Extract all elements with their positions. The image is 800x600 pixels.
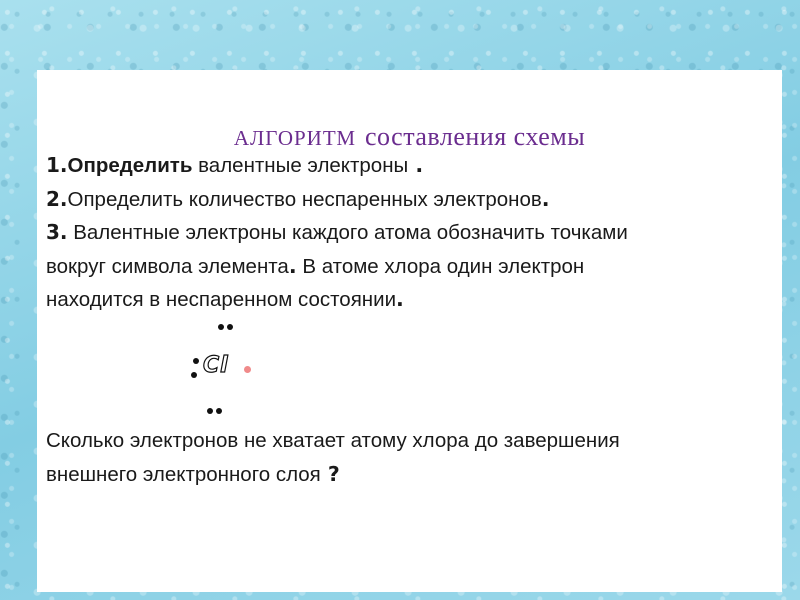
step-3-line-3 bbox=[46, 286, 404, 313]
question-text-2: внешнего электронного слоя bbox=[46, 463, 321, 486]
step-3-number: 3. bbox=[46, 220, 68, 244]
electron-dot bbox=[193, 358, 199, 364]
step-1-number: 1. bbox=[46, 153, 68, 177]
step-3-text-3: находится в неспаренном состоянии bbox=[46, 288, 397, 311]
step-1-text: валентные электроны bbox=[192, 154, 409, 177]
step-3-end-2: . bbox=[288, 254, 297, 278]
chlorine-electron-dot-formula bbox=[177, 320, 257, 420]
question-line-2 bbox=[46, 461, 340, 488]
question-mark: ? bbox=[320, 462, 340, 486]
step-3-text-2a: вокруг символа элемента bbox=[46, 255, 289, 278]
title-part-2: составления схемы bbox=[364, 122, 586, 151]
unpaired-electron-dot bbox=[244, 366, 251, 373]
step-3-line-1 bbox=[46, 219, 628, 246]
electron-dot bbox=[227, 324, 233, 330]
electron-dot bbox=[218, 324, 224, 330]
electron-dot bbox=[216, 408, 222, 414]
electron-dot bbox=[191, 372, 197, 378]
electron-dot bbox=[207, 408, 213, 414]
step-1-lead: Определить bbox=[67, 154, 193, 177]
slide bbox=[37, 70, 782, 592]
title-part-1: АЛГОРИТМ bbox=[233, 126, 357, 150]
step-3-end-3: . bbox=[396, 287, 404, 311]
chlorine-symbol: Cl bbox=[203, 353, 229, 378]
step-1 bbox=[46, 152, 423, 179]
slide-title bbox=[37, 116, 782, 153]
step-2-text: Определить количество неспаренных электронов bbox=[67, 188, 542, 211]
step-2-number: 2. bbox=[46, 187, 68, 211]
question-line-1: Сколько электронов не хватает атому хлора до завершения bbox=[46, 429, 620, 452]
step-3-text-1: Валентные электроны каждого атома обозначить точками bbox=[67, 221, 628, 244]
step-3-text-2b: В атоме хлора один электрон bbox=[296, 255, 585, 278]
step-2 bbox=[46, 186, 550, 213]
step-2-end: . bbox=[541, 187, 550, 211]
step-3-line-2 bbox=[46, 253, 584, 280]
step-1-end: . bbox=[408, 153, 424, 177]
